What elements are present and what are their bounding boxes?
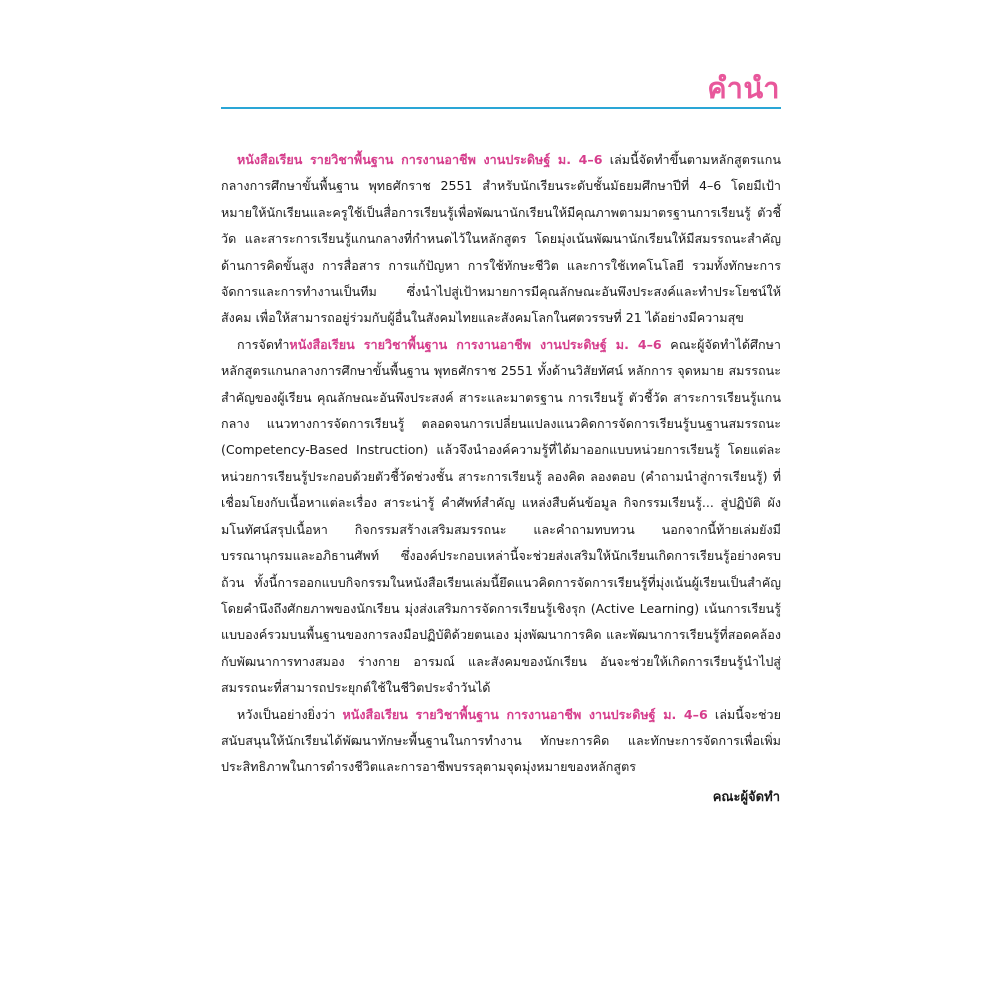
- paragraph-text: เล่มนี้จะช่วยสนับสนุนให้นักเรียนได้พัฒนาทักษะพื้นฐานในการทำงาน ทักษะการคิด และทักษะการจัดการเพื่อเพิ่มประสิทธิภาพในการดำรงชีวิตและการอาชีพบรรลุตามจุดมุ่งหมายของหลักสูตร: [221, 706, 782, 775]
- paragraph-1: [221, 147, 781, 332]
- paragraph-lead: หวังเป็นอย่างยิ่งว่า: [237, 706, 343, 722]
- book-title-highlight: หนังสือเรียน รายวิชาพื้นฐาน การงานอาชีพ งานประดิษฐ์ ม. 4–6: [237, 152, 603, 167]
- paragraph-text: เล่มนี้จัดทำขึ้นตามหลักสูตรแกนกลางการศึกษาขั้นพื้นฐาน พุทธศักราช 2551 สำหรับนักเรียนระดับชั้นมัธยมศึกษาปีที่ 4–6 โดยมีเป้าหมายให้นักเรียนและครูใช้เป็นสื่อการเรียนรู้เพื่อพัฒนานักเรียนให้มีคุณภาพตามมาตรฐานการเรียนรู้ ตัวชี้วัด และสาระการเรียนรู้แกนกลางที่กำหนดไว้ในหลักสูตร โดยมุ่งเน้นพัฒนานักเรียนให้มีสมรรถนะสำคัญด้านการคิดขั้นสูง การสื่อสาร การแก้ปัญหา การใช้ทักษะชีวิต และการใช้เทคโนโลยี รวมทั้งทักษะการจัดการและการทำงานเป็นทีม ซึ่งนำไปสู่เป้าหมายการมีคุณลักษณะอันพึงประสงค์และทำประโยชน์ให้สังคม เพื่อให้สามารถอยู่ร่วมกับผู้อื่นในสังคมไทยและสังคมโลกในศตวรรษที่ 21 ได้อย่างมีความสุข: [221, 152, 782, 326]
- paragraph-3: [221, 702, 781, 781]
- book-title-highlight: หนังสือเรียน รายวิชาพื้นฐาน การงานอาชีพ งานประดิษฐ์ ม. 4–6: [289, 336, 662, 352]
- author-signature: คณะผู้จัดทำ: [712, 790, 780, 805]
- heading-divider: [221, 107, 781, 109]
- book-title-highlight: หนังสือเรียน รายวิชาพื้นฐาน การงานอาชีพ งานประดิษฐ์ ม. 4–6: [342, 706, 708, 722]
- preface-body: [221, 147, 781, 781]
- page-heading: คำนำ: [707, 71, 780, 105]
- paragraph-lead: การจัดทำ: [237, 336, 290, 352]
- paragraph-text: คณะผู้จัดทำได้ศึกษาหลักสูตรแกนกลางการศึกษาขั้นพื้นฐาน พุทธศักราช 2551 ทั้งด้านวิสัยทัศน์ หลักการ จุดหมาย สมรรถนะสำคัญของผู้เรียน คุณลักษณะอันพึงประสงค์ สาระและมาตรฐาน การเรียนรู้ ตัวชี้วัด สาระการเรียนรู้แกนกลาง แนวทางการจัดการเรียนรู้ ตลอดจนการเปลี่ยนแปลงแนวคิดการจัดการเรียนรู้บนฐานสมรรถนะ (Competency-Based Instruction) แล้วจึงนำองค์ความรู้ที่ได้มาออกแบบหน่วยการเรียนรู้ โดยแต่ละหน่วยการเรียนรู้ประกอบด้วยตัวชี้วัดช่วงชั้น สาระการเรียนรู้ ลองคิด ลองตอบ (คำถามนำสู่การเรียนรู้) ที่เชื่อมโยงกับเนื้อหาแต่ละเรื่อง สาระน่ารู้ คำศัพท์สำคัญ แหล่งสืบค้นข้อมูล กิจกรรมเรียนรู้... สู่ปฏิบัติ ผังมโนทัศน์สรุปเนื้อหา กิจกรรมสร้างเสริมสมรรถนะ และคำถามทบทวน นอกจากนี้ท้ายเล่มยังมีบรรณานุกรมและอภิธานศัพท์ ซึ่งองค์ประกอบเหล่านี้จะช่วยส่งเสริมให้นักเรียนเกิดการเรียนรู้อย่างครบถ้วน ทั้งนี้การออกแบบกิจกรรมในหนังสือเรียนเล่มนี้ยึดแนวคิดการจัดการเรียนรู้ที่มุ่งเน้นผู้เรียนเป็นสำคัญ โดยคำนึงถึงศักยภาพของนักเรียน มุ่งส่งเสริมการจัดการเรียนรู้เชิงรุก (Active Learning) เน้นการเรียนรู้แบบองค์รวมบนพื้นฐานของการลงมือปฏิบัติด้วยตนเอง มุ่งพัฒนาการคิด และพัฒนาการเรียนรู้ที่สอดคล้องกับพัฒนาการทางสมอง ร่างกาย อารมณ์ และสังคมของนักเรียน อันจะช่วยให้เกิดการเรียนรู้นำไปสู่สมรรถนะที่สามารถประยุกต์ใช้ในชีวิตประจำวันได้: [221, 336, 781, 696]
- paragraph-2: [221, 332, 781, 702]
